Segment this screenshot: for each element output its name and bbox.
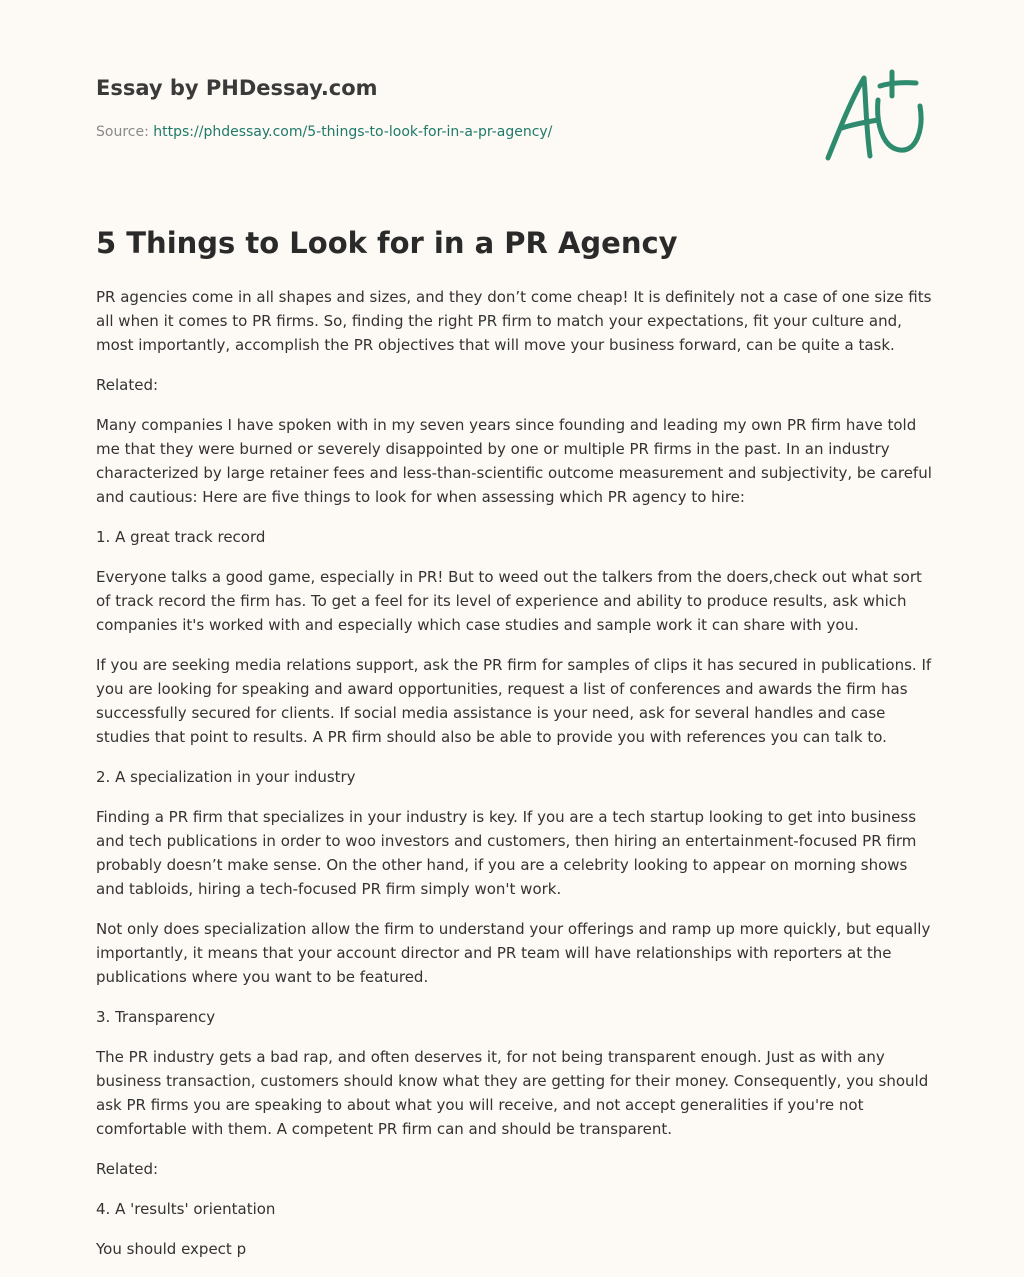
article-body — [96, 285, 932, 1277]
a-plus-logo-icon — [820, 66, 930, 166]
section-heading: 3. Transparency — [96, 1008, 216, 1026]
paragraph: Everyone talks a good game, especially in PR! But to weed out the talkers from the doers,check out what sort of track record the firm has. To get a feel for its level of experience and ability to produce results, ask which companies it's worked with and especially which case studies and sample work it can share with you. — [96, 568, 922, 634]
paragraph: Not only does specialization allow the firm to understand your offerings and ramp up more quickly, but equally importantly, it means that your account director and PR team will have relationships with reporters at the publications where you want to be featured. — [96, 920, 931, 986]
source-line — [96, 124, 552, 140]
section-heading: 1. A great track record — [96, 528, 266, 546]
site-title: Essay by PHDessay.com — [96, 76, 378, 100]
paragraph: You should expect p — [96, 1240, 247, 1258]
section-heading: 4. A 'results' orientation — [96, 1200, 276, 1218]
source-label: Source: — [96, 124, 154, 140]
paragraph: PR agencies come in all shapes and sizes, and they don’t come cheap! It is definitely not a case of one size fits all when it comes to PR firms. So, finding the right PR firm to match your expectations, fit your culture and, most importantly, accomplish the PR objectives that will move your business forward, can be quite a task. — [96, 288, 932, 354]
related-label: Related: — [96, 376, 159, 394]
related-label: Related: — [96, 1160, 159, 1178]
source-link[interactable]: https://phdessay.com/5-things-to-look-for-in-a-pr-agency/ — [153, 124, 553, 140]
section-heading: 2. A specialization in your industry — [96, 768, 356, 786]
paragraph: Finding a PR firm that specializes in your industry is key. If you are a tech startup looking to get into business and tech publications in order to woo investors and customers, then hiring an entertainment-focused PR firm probably doesn’t make sense. On the other hand, if you are a celebrity looking to appear on morning shows and tabloids, hiring a tech-focused PR firm simply won't work. — [96, 808, 917, 898]
article-title: 5 Things to Look for in a PR Agency — [96, 226, 678, 260]
paragraph: Many companies I have spoken with in my seven years since founding and leading my own PR firm have told me that they were burned or severely disappointed by one or multiple PR firms in the past. In an industry characterized by large retainer fees and less-than-scientific outcome measurement and subjectivity, be careful and cautious: Here are five things to look for when assessing which PR agency to hire: — [96, 416, 932, 506]
paragraph: If you are seeking media relations support, ask the PR firm for samples of clips it has secured in publications. If you are looking for speaking and award opportunities, request a list of conferences and awards the firm has successfully secured for clients. If social media assistance is your need, ask for several handles and case studies that point to results. A PR firm should also be able to provide you with references you can talk to. — [96, 656, 932, 746]
paragraph: The PR industry gets a bad rap, and often deserves it, for not being transparent enough. Just as with any business transaction, customers should know what they are getting for their money. Consequently, you should ask PR firms you are speaking to about what you will receive, and not accept generalities if you're not comfortable with them. A competent PR firm can and should be transparent. — [96, 1048, 929, 1138]
